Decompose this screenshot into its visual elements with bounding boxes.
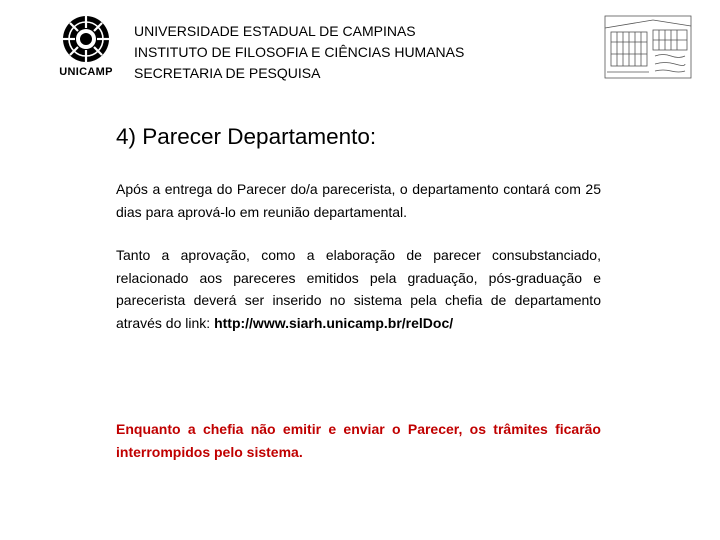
department-name: SECRETARIA DE PESQUISA: [134, 65, 321, 81]
paragraph-approval: [116, 244, 601, 334]
paragraph-approval-text: Tanto a aprovação, como a elaboração de parecer consubstanciado, relacionado aos pareceres emitidos pela graduação, pós-graduação e parecerista deverá ser inserido no sistema pela chefia de departamento através do link:: [116, 247, 601, 331]
building-sketch-icon: [603, 14, 695, 82]
section-title: 4) Parecer Departamento:: [116, 124, 377, 149]
institute-name: INSTITUTO DE FILOSOFIA E CIÊNCIAS HUMANAS: [134, 44, 465, 60]
unicamp-logo: [52, 14, 120, 84]
siarh-link[interactable]: http://www.siarh.unicamp.br/relDoc/: [214, 314, 454, 331]
unicamp-logo-text: UNICAMP: [59, 66, 113, 78]
institution-header: [134, 21, 464, 84]
warning-text: Enquanto a chefia não emitir e enviar o Parecer, os trâmites ficarão interrompidos pelo sistema.: [116, 421, 601, 460]
university-name: UNIVERSIDADE ESTADUAL DE CAMPINAS: [134, 23, 416, 39]
unicamp-emblem-icon: [52, 14, 120, 66]
paragraph-deadline: Após a entrega do Parecer do/a parecerista, o departamento contará com 25 dias para aprová-lo em reunião departamental.: [116, 181, 601, 220]
ifch-logo: [603, 14, 695, 82]
